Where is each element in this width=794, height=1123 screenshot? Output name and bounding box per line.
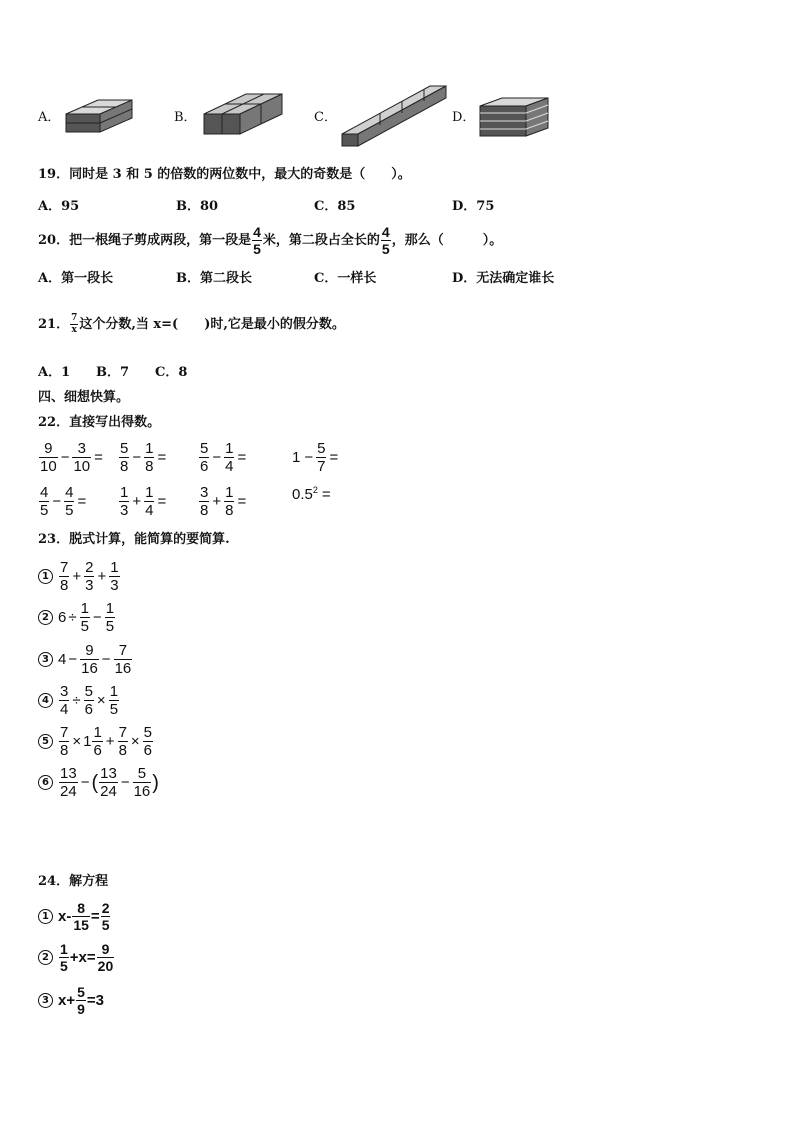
numerator: 4 bbox=[65, 484, 74, 501]
section-4-heading: 四、细想快算。 bbox=[38, 390, 130, 405]
denominator: 16 bbox=[114, 660, 132, 677]
denominator: 8 bbox=[120, 458, 129, 475]
fraction bbox=[109, 684, 119, 717]
numerator: 2 bbox=[101, 900, 110, 916]
fraction bbox=[224, 485, 234, 518]
q20-mid: 米，第二段占全长的 bbox=[262, 233, 380, 248]
operator: + bbox=[212, 493, 222, 510]
q19-option-a: A．95 bbox=[38, 199, 80, 214]
denominator: 15 bbox=[73, 917, 89, 933]
denominator: 6 bbox=[93, 742, 102, 759]
q19-option-c: C．85 bbox=[314, 199, 356, 214]
oral-expression bbox=[38, 441, 105, 474]
numerator: 5 bbox=[200, 440, 209, 457]
term: +x= bbox=[69, 949, 96, 966]
oral-expression bbox=[290, 485, 333, 503]
circled-number: 5 bbox=[38, 734, 53, 749]
denominator: 5 bbox=[109, 701, 119, 718]
oral-expression bbox=[118, 441, 168, 474]
fraction bbox=[80, 643, 99, 676]
denominator: 8 bbox=[60, 742, 69, 759]
numerator: 1 bbox=[93, 724, 102, 741]
circled-number: 1 bbox=[38, 909, 53, 924]
question-22-title: 22．直接写出得数。 bbox=[38, 415, 161, 430]
numerator: 2 bbox=[85, 559, 94, 576]
numerator: 4 bbox=[381, 224, 390, 240]
fraction bbox=[80, 601, 90, 634]
fraction bbox=[64, 485, 74, 518]
denominator: x bbox=[71, 325, 77, 335]
circled-number: 4 bbox=[38, 693, 53, 708]
q21-option-b: B．7 bbox=[96, 365, 130, 380]
fraction bbox=[143, 725, 153, 758]
numerator: 7 bbox=[118, 724, 127, 741]
whole-number: 1 bbox=[292, 449, 301, 466]
fraction bbox=[105, 601, 115, 634]
equals-sign: = bbox=[321, 485, 331, 503]
denominator: 7 bbox=[317, 458, 326, 475]
option-c-label: C． bbox=[314, 110, 337, 125]
operator: + bbox=[105, 733, 115, 750]
numerator: 4 bbox=[253, 224, 261, 240]
numerator: 3 bbox=[72, 441, 91, 458]
denominator: 5 bbox=[101, 917, 110, 933]
question-21 bbox=[38, 312, 345, 338]
equals-sign: = bbox=[157, 449, 167, 466]
numerator: 7 bbox=[114, 643, 133, 660]
numerator: 9 bbox=[97, 942, 115, 958]
calc-expression bbox=[38, 643, 133, 676]
parenthesis: ( bbox=[91, 771, 99, 794]
operator: − bbox=[68, 651, 78, 668]
term: x- bbox=[58, 908, 72, 925]
fraction bbox=[97, 942, 115, 973]
operator: + bbox=[72, 568, 82, 585]
equals-sign: = bbox=[237, 449, 247, 466]
term: x+ bbox=[58, 992, 76, 1009]
q20-fraction-2 bbox=[381, 225, 391, 256]
q21-number: 21． bbox=[38, 317, 70, 332]
denominator: 5 bbox=[40, 502, 49, 519]
denominator: 8 bbox=[200, 502, 209, 519]
numerator: 5 bbox=[133, 766, 152, 783]
fraction bbox=[59, 560, 69, 593]
numerator: 1 bbox=[110, 559, 119, 576]
four-block-flat-shape bbox=[200, 90, 286, 138]
numerator: 1 bbox=[105, 600, 115, 617]
numerator: 1 bbox=[225, 484, 234, 501]
numerator: 9 bbox=[39, 441, 58, 458]
denominator: 8 bbox=[118, 742, 127, 759]
q20-prefix: 20．把一根绳子剪成两段，第一段是 bbox=[38, 233, 252, 248]
four-block-tower-shape bbox=[476, 94, 552, 140]
numerator: 1 bbox=[225, 440, 234, 457]
q21-option-a: A．1 bbox=[38, 365, 71, 380]
numerator: 5 bbox=[317, 440, 326, 457]
term: 6 bbox=[58, 609, 67, 626]
operator: × bbox=[96, 692, 106, 709]
oral-expression bbox=[290, 441, 340, 474]
numerator: 1 bbox=[120, 484, 129, 501]
denominator: 10 bbox=[40, 458, 57, 475]
numerator: 1 bbox=[60, 941, 68, 957]
fraction bbox=[316, 441, 326, 474]
operator: − bbox=[92, 609, 102, 626]
calc-expression bbox=[38, 684, 120, 717]
option-b-label: B． bbox=[174, 110, 197, 125]
numerator: 3 bbox=[200, 484, 209, 501]
numerator: 1 bbox=[80, 600, 89, 617]
fraction bbox=[84, 560, 94, 593]
denominator: 16 bbox=[81, 660, 98, 677]
denominator: 3 bbox=[110, 577, 119, 594]
question-23-title: 23．脱式计算，能简算的要简算. bbox=[38, 532, 230, 547]
parenthesis: ) bbox=[152, 771, 159, 794]
numerator: 7 bbox=[71, 313, 78, 323]
fraction bbox=[84, 684, 94, 717]
exponent: 2 bbox=[312, 485, 318, 496]
equals-sign: = bbox=[94, 449, 103, 466]
four-block-row-shape bbox=[338, 82, 450, 152]
fraction bbox=[39, 485, 49, 518]
denominator: 3 bbox=[85, 577, 94, 594]
denominator: 6 bbox=[84, 701, 93, 718]
denominator: 5 bbox=[105, 618, 115, 635]
equals-sign: = bbox=[329, 449, 339, 466]
q20-option-c: C．一样长 bbox=[314, 271, 377, 286]
numerator: 1 bbox=[145, 440, 154, 457]
fraction bbox=[59, 766, 78, 799]
question-19-text: 19．同时是 3 和 5 的倍数的两位数中，最大的奇数是（ ）。 bbox=[38, 167, 411, 182]
question-20 bbox=[38, 224, 502, 258]
equals-sign: = bbox=[77, 493, 87, 510]
term: =3 bbox=[86, 992, 105, 1009]
numerator: 5 bbox=[84, 683, 93, 700]
denominator: 6 bbox=[200, 458, 209, 475]
circled-number: 2 bbox=[38, 610, 53, 625]
operator: × bbox=[130, 733, 140, 750]
operator: − bbox=[101, 651, 111, 668]
question-24-title: 24．解方程 bbox=[38, 874, 109, 889]
calc-expression bbox=[38, 725, 154, 758]
term: 1 bbox=[83, 733, 92, 750]
denominator: 24 bbox=[100, 783, 117, 800]
q21-text: 这个分数,当 x=( )时,它是最小的假分数。 bbox=[79, 317, 345, 332]
q20-option-d: D．无法确定谁长 bbox=[452, 271, 555, 286]
denominator: 5 bbox=[65, 502, 74, 519]
operator: − bbox=[132, 449, 142, 466]
denominator: 4 bbox=[145, 502, 154, 519]
operator: − bbox=[120, 774, 130, 791]
q20-suffix: ，那么（ ）。 bbox=[391, 233, 503, 248]
fraction bbox=[99, 766, 118, 799]
numerator: 9 bbox=[80, 643, 99, 660]
numerator: 4 bbox=[40, 484, 49, 501]
fraction bbox=[92, 725, 102, 758]
denominator: 4 bbox=[60, 701, 69, 718]
fraction bbox=[39, 441, 58, 474]
calc-expression bbox=[38, 766, 159, 799]
two-block-stack-shape bbox=[62, 92, 136, 136]
option-d-label: D． bbox=[452, 110, 476, 125]
equals-sign: = bbox=[237, 493, 247, 510]
fraction bbox=[72, 901, 90, 932]
fraction bbox=[59, 942, 69, 973]
denominator: 3 bbox=[120, 502, 129, 519]
denominator: 9 bbox=[77, 1001, 85, 1017]
fraction bbox=[114, 643, 133, 676]
fraction bbox=[199, 485, 209, 518]
option-a-label: A． bbox=[38, 110, 61, 125]
equation bbox=[38, 942, 115, 973]
fraction bbox=[199, 441, 209, 474]
oral-expression bbox=[198, 441, 248, 474]
numerator: 7 bbox=[60, 559, 69, 576]
operator: − bbox=[60, 449, 70, 466]
fraction bbox=[118, 725, 128, 758]
q21-option-c: C．8 bbox=[155, 365, 188, 380]
oral-expression bbox=[118, 485, 168, 518]
circled-number: 2 bbox=[38, 950, 53, 965]
q20-option-b: B．第二段长 bbox=[176, 271, 252, 286]
operator: − bbox=[52, 493, 62, 510]
fraction bbox=[119, 441, 129, 474]
fraction bbox=[109, 560, 119, 593]
denominator: 5 bbox=[80, 618, 89, 635]
operator: − bbox=[212, 449, 222, 466]
numerator: 13 bbox=[100, 765, 117, 782]
equation bbox=[38, 985, 104, 1016]
circled-number: 3 bbox=[38, 993, 53, 1008]
q19-option-d: D．75 bbox=[452, 199, 495, 214]
denominator: 10 bbox=[73, 458, 91, 475]
operator: ÷ bbox=[72, 692, 81, 709]
operator: − bbox=[80, 774, 90, 791]
fraction bbox=[224, 441, 234, 474]
fraction bbox=[101, 901, 111, 932]
numerator: 3 bbox=[60, 683, 69, 700]
fraction bbox=[144, 485, 154, 518]
q20-fraction-1 bbox=[252, 225, 262, 256]
denominator: 8 bbox=[225, 502, 234, 519]
q21-fraction bbox=[70, 314, 78, 335]
fraction bbox=[72, 441, 91, 474]
decimal-base: $0.5^2$ bbox=[292, 485, 318, 504]
numerator: 7 bbox=[60, 724, 69, 741]
denominator: 8 bbox=[145, 458, 154, 475]
denominator: 5 bbox=[253, 241, 261, 257]
numerator: 1 bbox=[109, 683, 119, 700]
fraction bbox=[133, 766, 152, 799]
numerator: 1 bbox=[145, 484, 154, 501]
term: 4 bbox=[58, 651, 67, 668]
operator: − bbox=[304, 449, 314, 466]
oral-expression bbox=[38, 485, 88, 518]
operator: + bbox=[132, 493, 142, 510]
denominator: 5 bbox=[60, 958, 68, 974]
fraction bbox=[119, 485, 129, 518]
denominator: 4 bbox=[225, 458, 234, 475]
denominator: 5 bbox=[381, 241, 390, 257]
operator: + bbox=[97, 568, 107, 585]
fraction bbox=[59, 725, 69, 758]
q20-option-a: A．第一段长 bbox=[38, 271, 114, 286]
term: = bbox=[90, 908, 100, 925]
fraction bbox=[59, 684, 69, 717]
denominator: 20 bbox=[97, 958, 114, 974]
numerator: 13 bbox=[60, 765, 77, 782]
denominator: 24 bbox=[60, 783, 77, 800]
numerator: 5 bbox=[120, 440, 129, 457]
calc-expression bbox=[38, 560, 121, 593]
numerator: 5 bbox=[143, 724, 153, 741]
operator: × bbox=[72, 733, 82, 750]
numerator: 8 bbox=[72, 901, 90, 917]
calc-expression bbox=[38, 601, 116, 634]
equation bbox=[38, 901, 111, 932]
circled-number: 6 bbox=[38, 775, 53, 790]
circled-number: 3 bbox=[38, 652, 53, 667]
circled-number: 1 bbox=[38, 569, 53, 584]
fraction bbox=[76, 985, 86, 1016]
denominator: 6 bbox=[143, 742, 153, 759]
operator: ÷ bbox=[68, 609, 77, 626]
fraction bbox=[144, 441, 154, 474]
numerator: 5 bbox=[77, 984, 85, 1000]
denominator: 8 bbox=[60, 577, 69, 594]
oral-expression bbox=[198, 485, 248, 518]
equals-sign: = bbox=[157, 493, 167, 510]
denominator: 16 bbox=[133, 783, 151, 800]
q19-option-b: B．80 bbox=[176, 199, 219, 214]
